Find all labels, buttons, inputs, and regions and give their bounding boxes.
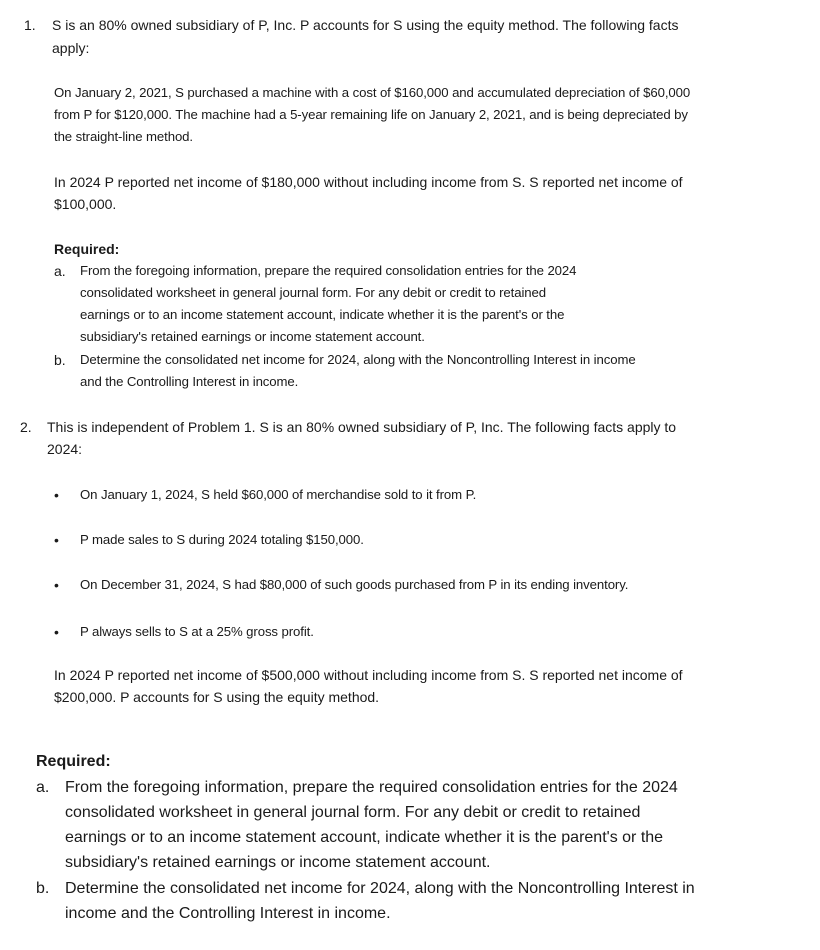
problem-2-item-b-line-2: income and the Controlling Interest in income. (65, 905, 391, 922)
problem-1-item-a-line-2: consolidated worksheet in general journal form. For any debit or credit to retained (80, 285, 546, 300)
problem-2-item-a-line-2: consolidated worksheet in general journal form. For any debit or credit to retained (65, 804, 641, 821)
bullet-marker: • (54, 487, 59, 503)
problem-2-intro-line-1: This is independent of Problem 1. S is an 80% owned subsidiary of P, Inc. The following facts apply to (47, 419, 677, 435)
problem-2-item-a-line-4: subsidiary's retained earnings or income statement account. (65, 854, 491, 871)
problem-1-machine-line-2: from P for $120,000. The machine had a 5-year remaining life on January 2, 2021, and is being depreciated by (54, 107, 688, 122)
problem-1-item-a-label: a. (54, 263, 66, 279)
problem-1-item-a-line-3: earnings or to an income statement account, indicate whether it is the parent's or the (80, 307, 565, 322)
problem-1-number: 1. (24, 17, 36, 33)
bullet-marker: • (54, 532, 59, 548)
problem-2-item-a-label: a. (36, 779, 50, 796)
problem-2-intro-line-2: 2024: (47, 441, 83, 457)
bullet-marker: • (54, 624, 59, 640)
problem-2-number: 2. (20, 419, 32, 435)
problem-2-bullet-3: On December 31, 2024, S had $80,000 of such goods purchased from P in its ending inventory. (80, 577, 629, 592)
problem-2-bullet-2: P made sales to S during 2024 totaling $150,000. (80, 532, 364, 547)
problem-1-item-b-line-1: Determine the consolidated net income for 2024, along with the Noncontrolling Interest in income (80, 352, 636, 367)
problem-1-item-b-label: b. (54, 352, 66, 368)
problem-1-intro-line-1: S is an 80% owned subsidiary of P, Inc. P accounts for S using the equity method. The following facts (52, 17, 679, 33)
problem-2-income-line-2: $200,000. P accounts for S using the equity method. (54, 689, 380, 705)
problem-1-item-a-line-1: From the foregoing information, prepare the required consolidation entries for the 2024 (80, 263, 577, 278)
problem-1-intro-line-2: apply: (52, 40, 90, 56)
bullet-marker: • (54, 577, 59, 593)
problem-1-item-a-line-4: subsidiary's retained earnings or income statement account. (80, 329, 425, 344)
problem-2-item-b-line-1: Determine the consolidated net income for 2024, along with the Noncontrolling Interest in (65, 880, 695, 897)
problem-2-income-line-1: In 2024 P reported net income of $500,000 without including income from S. S reported net income of (54, 667, 683, 683)
problem-1-machine-line-3: the straight-line method. (54, 129, 193, 144)
problem-1-item-b-line-2: and the Controlling Interest in income. (80, 374, 299, 389)
problem-1-income-line-2: $100,000. (54, 196, 117, 212)
problem-1-machine-line-1: On January 2, 2021, S purchased a machine with a cost of $160,000 and accumulated depreciation of $60,000 (54, 85, 691, 100)
problem-2-bullet-1: On January 1, 2024, S held $60,000 of merchandise sold to it from P. (80, 487, 477, 502)
problem-2-item-a-line-1: From the foregoing information, prepare the required consolidation entries for the 2024 (65, 779, 678, 796)
problem-2-item-b-label: b. (36, 880, 50, 897)
problem-1-income-line-1: In 2024 P reported net income of $180,000 without including income from S. S reported net income of (54, 174, 683, 190)
problem-2-required-heading: Required: (36, 753, 111, 770)
problem-1-required-heading: Required: (54, 241, 120, 257)
problem-2-bullet-4: P always sells to S at a 25% gross profit. (80, 624, 314, 639)
problem-2-item-a-line-3: earnings or to an income statement account, indicate whether it is the parent's or the (65, 829, 664, 846)
